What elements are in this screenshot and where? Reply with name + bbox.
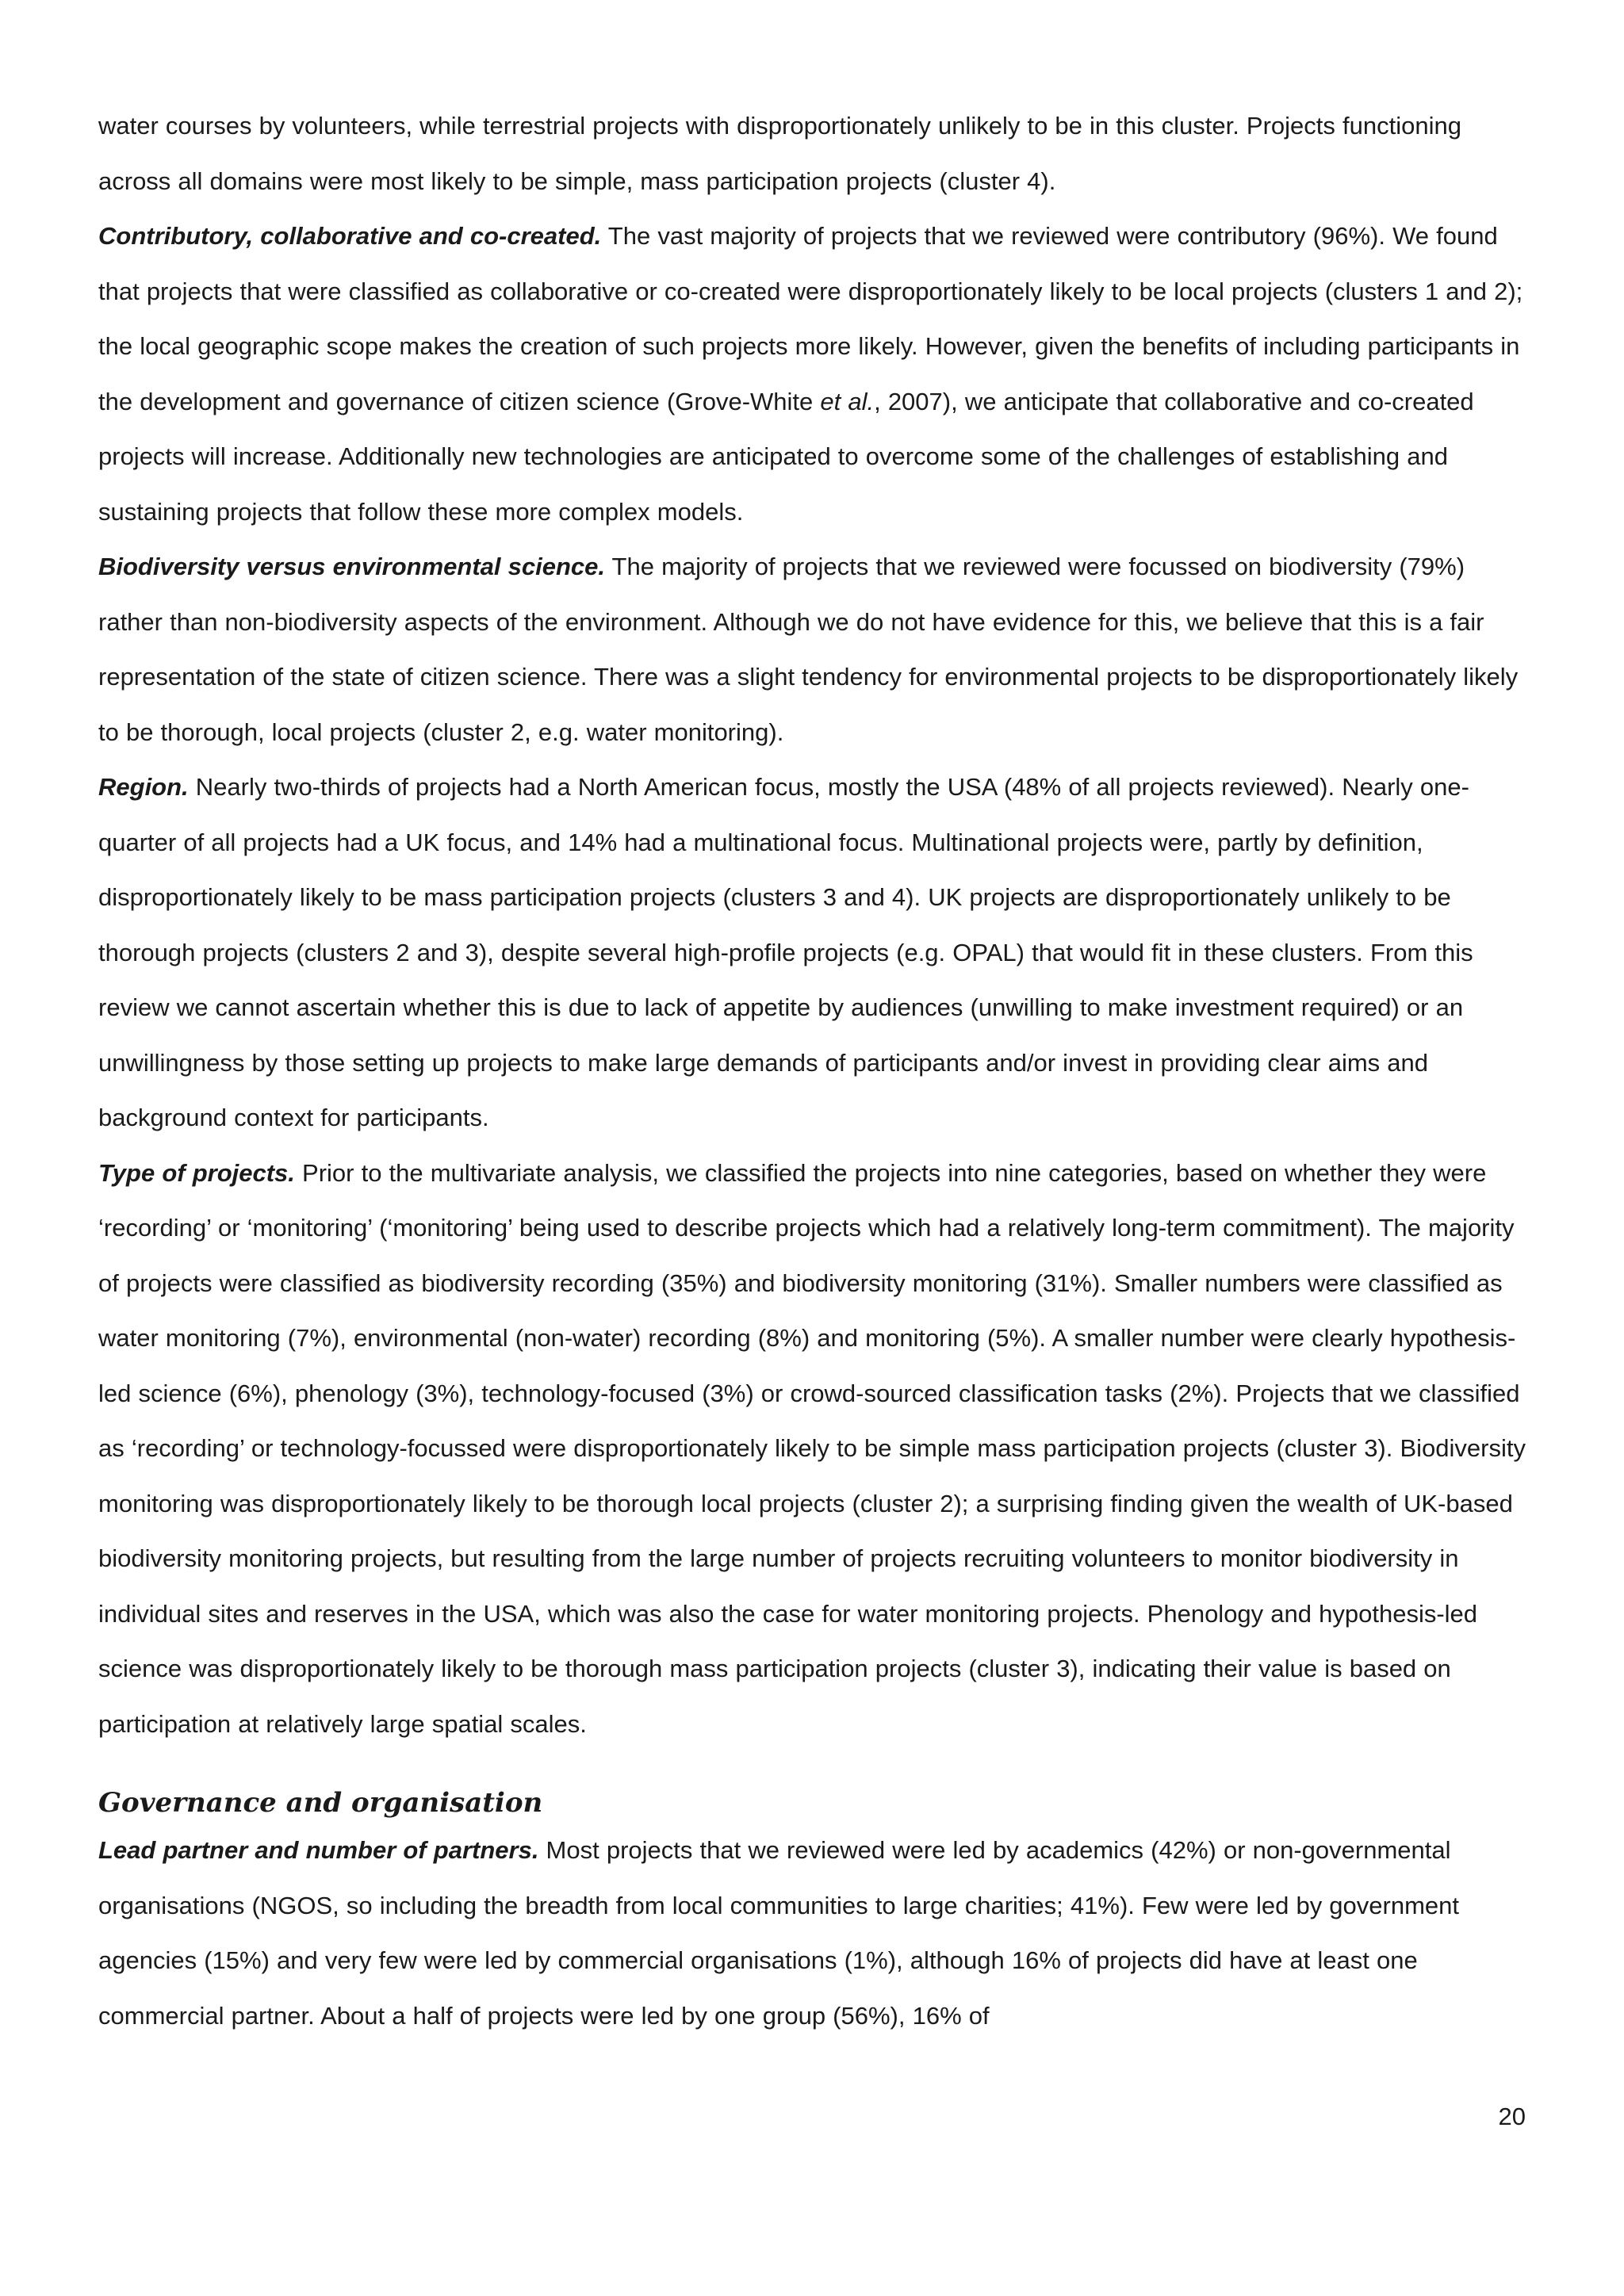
paragraph-text: , 2007), we anticipate that collaborative and co-created projects will increase. Additionally new technologies are anticipated to overcome some of the challenges of establishing and sustaining projects that follow these more complex models. [98,387,1474,526]
paragraph-lead-heading: Lead partner and number of partners. [98,1836,539,1864]
paragraph-text: Nearly two-thirds of projects had a North American focus, mostly the USA (48% of all projects reviewed). Nearly one-quarter of all projects had a UK focus, and 14% had a multinational focus. Multinational projects were, partly by definition, disproportionately likely to be mass participation projects (clusters 3 and 4). UK projects are disproportionately unlikely to be thorough projects (clusters 2 and 3), despite several high-profile projects (e.g. OPAL) that would fit in these clusters. From this review we cannot ascertain whether this is due to lack of appetite by audiences (unwilling to make investment required) or an unwillingness by those setting up projects to make large demands of participants and/or invest in providing clear aims and background context for participants. [98,773,1473,1131]
paragraph-text: The majority of projects that we reviewed were focussed on biodiversity (79%) rather than non-biodiversity aspects of the environment. Although we do not have evidence for this, we believe that this is a fair representation of the state of citizen science. There was a slight tendency for environmental projects to be disproportionately likely to be thorough, local projects (cluster 2, e.g. water monitoring). [98,553,1519,746]
page-body [98,98,1535,2043]
paragraph-text: Prior to the multivariate analysis, we classified the projects into nine categories, based on whether they were ‘recording’ or ‘monitoring’ (‘monitoring’ being used to describe projects which had a relatively long-term commitment). The majority of projects were classified as biodiversity recording (35%) and biodiversity monitoring (31%). Smaller numbers were classified as water monitoring (7%), environmental (non-water) recording (8%) and monitoring (5%). A smaller number were clearly hypothesis-led science (6%), phenology (3%), technology-focused (3%) or crowd-sourced classification tasks (2%). Projects that we classified as ‘recording’ or technology-focussed were disproportionately likely to be simple mass participation projects (cluster 3). Biodiversity monitoring was disproportionately likely to be thorough local projects (cluster 2); a surprising finding given the wealth of UK-based biodiversity monitoring projects, but resulting from the large number of projects recruiting volunteers to monitor biodiversity in individual sites and reserves in the USA, which was also the case for water monitoring projects. Phenology and hypothesis-led science was disproportionately likely to be thorough mass participation projects (cluster 3), indicating their value is based on participation at relatively large spatial scales. [98,1158,1526,1738]
paragraph-text: water courses by volunteers, while terrestrial projects with disproportionately unlikely to be in this cluster. Projects functioning across all domains were most likely to be simple, mass participation projects (cluster 4). [98,112,1461,195]
paragraph-lead-partner [98,1823,1535,2043]
paragraph-lead-heading: Contributory, collaborative and co-created. [98,222,602,250]
paragraph-continuation [98,98,1535,209]
paragraph-lead-heading: Biodiversity versus environmental science. [98,553,605,580]
paragraph-lead-heading: Type of projects. [98,1158,295,1187]
paragraph-text: The vast majority of projects that we reviewed were contributory (96%). We found that projects that were classified as collaborative or co-created were disproportionately likely to be local projects (clusters 1 and 2); the local geographic scope makes the creation of such projects more likely. However, given the benefits of including participants in the development and governance of citizen science (Grove-White [98,222,1523,415]
paragraph-text: Most projects that we reviewed were led by academics (42%) or non-governmental organisations (NGOS, so including the breadth from local communities to large charities; 41%). Few were led by government agencies (15%) and very few were led by commercial organisations (1%), although 16% of projects did have at least one commercial partner. About a half of projects were led by one group (56%), 16% of [98,1836,1460,2030]
paragraph-contributory [98,209,1535,539]
paragraph-type-of-projects [98,1146,1535,1752]
paragraph-biodiversity [98,539,1535,760]
citation-italic: et al. [820,387,875,415]
section-heading: Governance and organisation [98,1787,543,1819]
paragraph-lead-heading: Region. [98,773,189,801]
page-number: 20 [1498,2103,1526,2130]
paragraph-region [98,760,1535,1146]
